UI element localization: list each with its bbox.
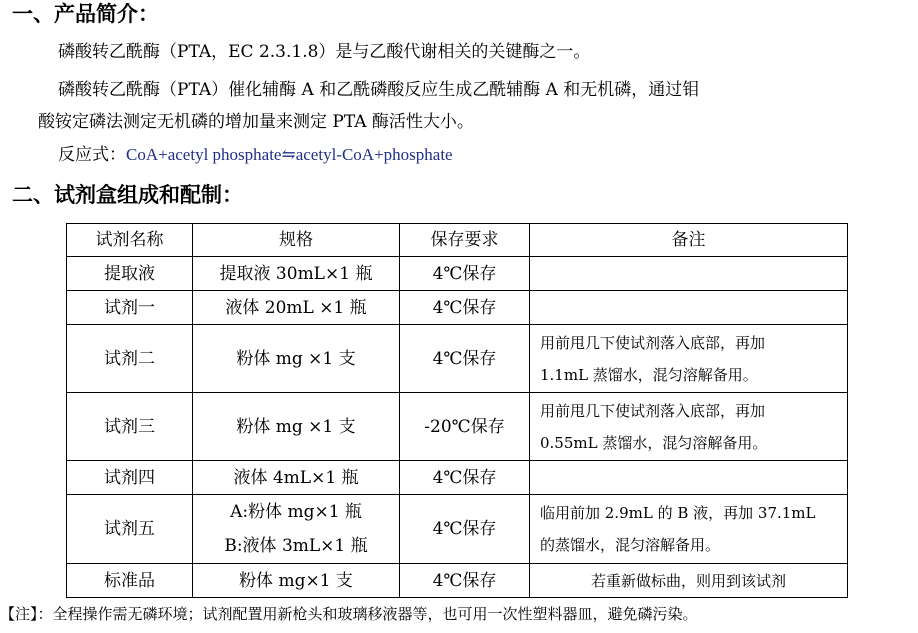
reagent-storage: 4℃保存 — [400, 564, 530, 598]
reaction-label: 反应式： — [58, 145, 126, 165]
table-row — [67, 393, 848, 461]
reagent-note — [530, 291, 848, 325]
footnote: 【注】：全程操作需无磷环境；试剂配置用新枪头和玻璃移液器等，也可用一次性塑料器皿，避免磷污染。 — [0, 605, 698, 623]
note-line: 1.1mL 蒸馏水，混匀溶解备用。 — [540, 365, 758, 384]
table-row — [67, 257, 848, 291]
reagent-storage: 4℃保存 — [400, 325, 530, 393]
note-line: 用前甩几下使试剂落入底部，再加 — [540, 333, 766, 352]
reagent-name: 标准品 — [67, 564, 193, 598]
reagent-note: 若重新做标曲，则用到该试剂 — [530, 564, 848, 598]
reagent-spec — [193, 495, 400, 564]
intro-paragraph-2-line-2: 酸铵定磷法测定无机磷的增加量来测定 PTA 酶活性大小。 — [38, 112, 474, 132]
reagent-storage: 4℃保存 — [400, 291, 530, 325]
reagent-table — [66, 223, 848, 598]
reagent-name: 提取液 — [67, 257, 193, 291]
reagent-name: 试剂二 — [67, 325, 193, 393]
note-line: 用前甩几下使试剂落入底部，再加 — [540, 401, 766, 420]
reagent-spec: 粉体 mg ×1 支 — [193, 393, 400, 461]
table-row — [67, 461, 848, 495]
table-row — [67, 325, 848, 393]
spec-line: A:粉体 mg×1 瓶 — [230, 502, 362, 522]
reaction-equation: CoA+acetyl phosphate⇋acetyl-CoA+phosphate — [126, 145, 453, 164]
reagent-storage: 4℃保存 — [400, 461, 530, 495]
note-line: 临用前加 2.9mL 的 B 液，再加 37.1mL — [540, 504, 816, 522]
spec-line: B:液体 3mL×1 瓶 — [224, 536, 368, 556]
reagent-note — [530, 257, 848, 291]
note-line: 的蒸馏水，混匀溶解备用。 — [540, 536, 721, 554]
intro-paragraph-2-line-1: 磷酸转乙酰酶（PTA）催化辅酶 A 和乙酰磷酸反应生成乙酰辅酶 A 和无机磷，通过钼 — [58, 80, 700, 100]
table-row — [67, 564, 848, 598]
reagent-name: 试剂一 — [67, 291, 193, 325]
section1-heading: 一、产品简介： — [12, 2, 159, 26]
header-spec: 规格 — [193, 224, 400, 257]
reagent-name: 试剂四 — [67, 461, 193, 495]
reagent-note — [530, 461, 848, 495]
reagent-note — [530, 325, 848, 393]
header-reagent-name: 试剂名称 — [67, 224, 193, 257]
table-row — [67, 495, 848, 564]
section2-heading: 二、试剂盒组成和配制： — [12, 183, 243, 207]
reagent-spec: 液体 20mL ×1 瓶 — [193, 291, 400, 325]
reagent-storage: 4℃保存 — [400, 257, 530, 291]
reagent-storage: -20℃保存 — [400, 393, 530, 461]
reagent-name: 试剂三 — [67, 393, 193, 461]
table-row — [67, 291, 848, 325]
note-line: 0.55mL 蒸馏水，混匀溶解备用。 — [540, 433, 768, 452]
reagent-note — [530, 393, 848, 461]
reaction-formula — [58, 144, 453, 166]
reagent-storage: 4℃保存 — [400, 495, 530, 564]
intro-paragraph-1: 磷酸转乙酰酶（PTA，EC 2.3.1.8）是与乙酸代谢相关的关键酶之一。 — [58, 42, 591, 62]
header-storage: 保存要求 — [400, 224, 530, 257]
reagent-note — [530, 495, 848, 564]
reagent-spec: 粉体 mg ×1 支 — [193, 325, 400, 393]
header-note: 备注 — [530, 224, 848, 257]
table-header-row — [67, 224, 848, 257]
reagent-name: 试剂五 — [67, 495, 193, 564]
reagent-spec: 提取液 30mL×1 瓶 — [193, 257, 400, 291]
reagent-spec: 液体 4mL×1 瓶 — [193, 461, 400, 495]
reagent-spec: 粉体 mg×1 支 — [193, 564, 400, 598]
